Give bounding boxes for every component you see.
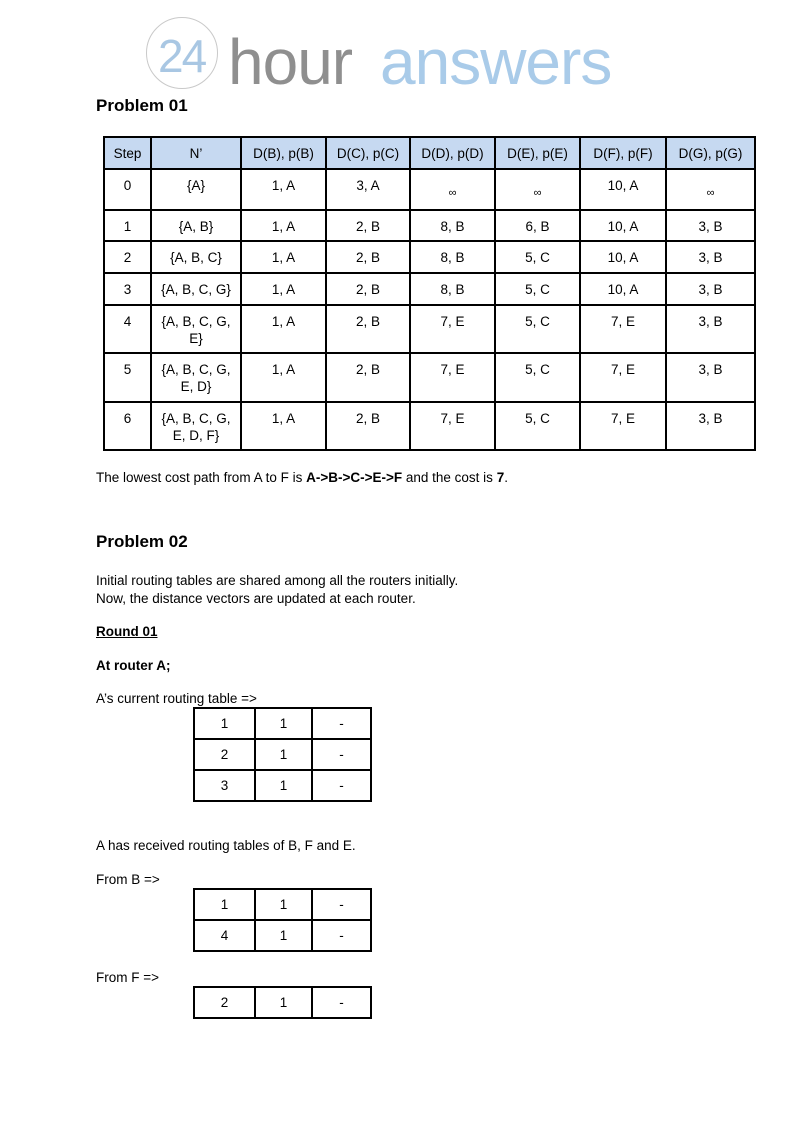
cell: - [312, 770, 371, 801]
cell: 1 [255, 770, 312, 801]
cell: 2, B [326, 241, 410, 273]
summary-end: . [504, 470, 508, 485]
table-row [104, 169, 755, 210]
cell: 1, A [241, 305, 326, 353]
problem2-title: Problem 02 [96, 532, 188, 551]
header-step: Step [104, 137, 151, 169]
cell: 8, B [410, 241, 495, 273]
problem2-intro [96, 572, 458, 608]
header-df: D(F), p(F) [580, 137, 666, 169]
from-b-table [193, 888, 372, 952]
intro-line-2: Now, the distance vectors are updated at each router. [96, 591, 416, 606]
cell: 1 [194, 708, 255, 739]
cell: 1 [255, 987, 312, 1018]
table-row [194, 987, 371, 1018]
cell: 2, B [326, 273, 410, 305]
cell: 4 [104, 305, 151, 353]
cell: {A, B, C, G, E} [151, 305, 241, 353]
cell [495, 169, 580, 210]
cell: 5, C [495, 273, 580, 305]
table-row [194, 739, 371, 770]
header-db: D(B), p(B) [241, 137, 326, 169]
intro-line-1: Initial routing tables are shared among all the routers initially. [96, 573, 459, 588]
cell: 8, B [410, 210, 495, 241]
cell: 3, B [666, 353, 755, 402]
cell: 7, E [410, 353, 495, 402]
cell: 3, A [326, 169, 410, 210]
cell: 7, E [580, 402, 666, 450]
summary-middle: and the cost is [402, 470, 497, 485]
cell: 0 [104, 169, 151, 210]
cell: 2 [194, 987, 255, 1018]
table-row [194, 708, 371, 739]
cell: 2, B [326, 305, 410, 353]
problem1-summary [96, 469, 508, 487]
cell: 3, B [666, 305, 755, 353]
cell [410, 169, 495, 210]
cell: 1, A [241, 169, 326, 210]
cell: 6, B [495, 210, 580, 241]
cell: 3 [194, 770, 255, 801]
cell: 5, C [495, 305, 580, 353]
cell: 5, C [495, 241, 580, 273]
cell: 2 [104, 241, 151, 273]
router-heading: At router A; [96, 658, 171, 673]
cell: {A, B, C, G} [151, 273, 241, 305]
summary-prefix: The lowest cost path from A to F is [96, 470, 307, 485]
cell: 10, A [580, 241, 666, 273]
cell: {A, B, C, G, E, D} [151, 353, 241, 402]
current-table-label: A’s current routing table => [96, 691, 257, 706]
infinity-symbol: ∞ [448, 187, 457, 199]
cell: 2, B [326, 402, 410, 450]
cell: - [312, 739, 371, 770]
cell: 1 [255, 739, 312, 770]
cell: 3, B [666, 241, 755, 273]
cell: 8, B [410, 273, 495, 305]
from-f-table [193, 986, 372, 1019]
table-row [104, 210, 755, 241]
table-row [104, 305, 755, 353]
cell: 4 [194, 920, 255, 951]
cell: 7, E [580, 305, 666, 353]
table-row [194, 889, 371, 920]
cell: 5, C [495, 402, 580, 450]
cell: 7, E [580, 353, 666, 402]
cell: 1, A [241, 241, 326, 273]
cell: {A, B} [151, 210, 241, 241]
table-row [194, 770, 371, 801]
cell: 1 [255, 708, 312, 739]
cell: 3 [104, 273, 151, 305]
cell: 1 [255, 920, 312, 951]
logo-hour: hour [228, 26, 353, 98]
current-routing-table [193, 707, 372, 802]
cell: 1 [104, 210, 151, 241]
cell: 5 [104, 353, 151, 402]
round-heading: Round 01 [96, 624, 158, 639]
from-f-label: From F => [96, 970, 160, 985]
cell: 3, B [666, 273, 755, 305]
cell: - [312, 889, 371, 920]
problem1-title: Problem 01 [96, 96, 188, 115]
table-row [104, 241, 755, 273]
summary-path: A->B->C->E->F [306, 470, 403, 485]
table-row [194, 920, 371, 951]
cell: {A} [151, 169, 241, 210]
cell: - [312, 987, 371, 1018]
cell: 7, E [410, 305, 495, 353]
cell: 3, B [666, 210, 755, 241]
cell: {A, B, C} [151, 241, 241, 273]
cell: 10, A [580, 273, 666, 305]
header-dd: D(D), p(D) [410, 137, 495, 169]
cell [666, 169, 755, 210]
cell: 3, B [666, 402, 755, 450]
cell: 1, A [241, 402, 326, 450]
cell: 10, A [580, 210, 666, 241]
cell: 1 [255, 889, 312, 920]
table-header-row [104, 137, 755, 169]
infinity-symbol: ∞ [533, 187, 542, 199]
dijkstra-table [103, 136, 756, 451]
cell: 1, A [241, 273, 326, 305]
cell: 6 [104, 402, 151, 450]
cell: 7, E [410, 402, 495, 450]
cell: 2 [194, 739, 255, 770]
logo-answers: answers [380, 26, 612, 98]
cell: - [312, 920, 371, 951]
received-text: A has received routing tables of B, F and E. [96, 838, 356, 853]
cell: 2, B [326, 353, 410, 402]
logo-number: 24 [158, 30, 206, 82]
table-row [104, 353, 755, 402]
header-n: N’ [151, 137, 241, 169]
logo [146, 17, 626, 98]
header-de: D(E), p(E) [495, 137, 580, 169]
cell: {A, B, C, G, E, D, F} [151, 402, 241, 450]
table-row [104, 402, 755, 450]
summary-cost: 7 [496, 470, 505, 485]
cell: - [312, 708, 371, 739]
cell: 1, A [241, 210, 326, 241]
table-row [104, 273, 755, 305]
cell: 10, A [580, 169, 666, 210]
cell: 1 [194, 889, 255, 920]
infinity-symbol: ∞ [706, 187, 715, 199]
header-dc: D(C), p(C) [326, 137, 410, 169]
cell: 1, A [241, 353, 326, 402]
from-b-label: From B => [96, 872, 160, 887]
header-dg: D(G), p(G) [666, 137, 755, 169]
cell: 2, B [326, 210, 410, 241]
cell: 5, C [495, 353, 580, 402]
